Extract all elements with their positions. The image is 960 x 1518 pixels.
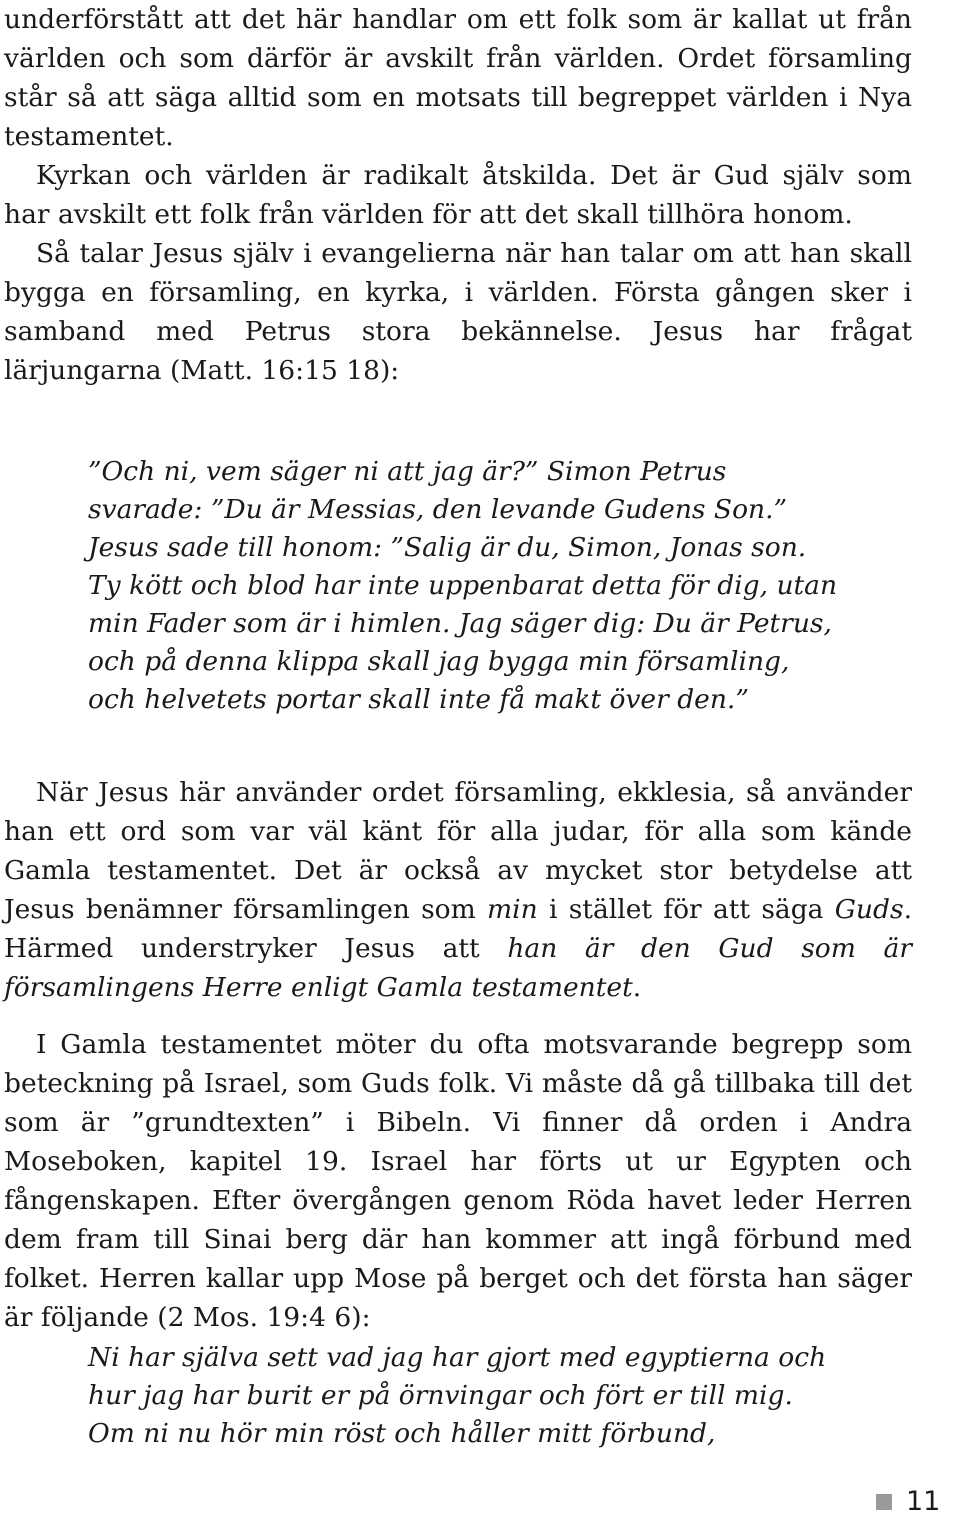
body-text-bottom [4,773,912,1337]
emphasis: han är den Gud som är församlingens Herre enligt Gamla testamentet [4,933,912,1003]
body-text-top [4,0,912,390]
emphasis: Guds [834,894,904,925]
paragraph: I Gamla testamentet möter du ofta motsvarande begrepp som beteckning på Israel, som Guds folk. Vi måste då gå tillbaka till det som är ”grundtexten” i Bibeln. Vi finner då orden i Andra Moseboken, kapitel 19. Israel har förts ut ur Egypten och fångenskapen. Efter övergången genom Röda havet leder Herren dem fram till Sinai berg där han kommer att ingå förbund med folket. Herren kallar upp Mose på berget och det första han säger är följande (2 Mos. 19:4 6): [4,1029,912,1333]
text-run: i stället för att säga [537,894,835,925]
paragraph: underförstått att det här handlar om ett folk som är kallat ut från världen och som därför är avskilt från världen. Ordet församling står så att säga alltid som en motsats till begreppet världen i Nya testamentet. [4,4,912,152]
quote-text: Ni har själva sett vad jag har gjort med egyptierna och hur jag har burit er på örnvingar och fört er till mig. Om ni nu hör min röst och håller mitt förbund, [88,1342,827,1449]
square-marker-icon [876,1494,892,1510]
text-run: . Härmed understryker Jesus att [4,894,912,964]
block-quote-matthew [88,453,840,719]
emphasis: min [487,894,538,925]
text-run: . [632,972,642,1003]
page-number: 11 [906,1486,941,1517]
paragraph [4,773,912,1007]
block-quote-exodus [88,1339,840,1453]
quote-text: ”Och ni, vem säger ni att jag är?” Simon Petrus svarade: ”Du är Messias, den levande Gudens Son.” Jesus sade till honom: ”Salig är du, Simon, Jonas son. Ty kött och blod har inte uppenbarat detta för dig, utan min Fader som är i himlen. Jag säger dig: Du är Petrus, och på denna klippa skall jag bygga min församling, och helvetets portar skall inte få makt över den.” [88,456,838,715]
page-footer [876,1487,940,1517]
paragraph: Så talar Jesus själv i evangelierna när han talar om att han skall bygga en församling, en kyrka, i världen. Första gången sker i samband med Petrus stora bekännelse. Jesus har frågat lärjungarna (Matt. 16:15 18): [4,238,912,386]
paragraph: Kyrkan och världen är radikalt åtskilda. Det är Gud själv som har avskilt ett folk från världen för att det skall tillhöra honom. [4,160,912,230]
text-run: När Jesus här använder ordet församling, ekklesia, så använder han ett ord som var väl känt för alla judar, för alla som kände Gamla testamentet. Det är också av mycket stor betydelse att Jesus benämner församlingen som [4,777,912,925]
